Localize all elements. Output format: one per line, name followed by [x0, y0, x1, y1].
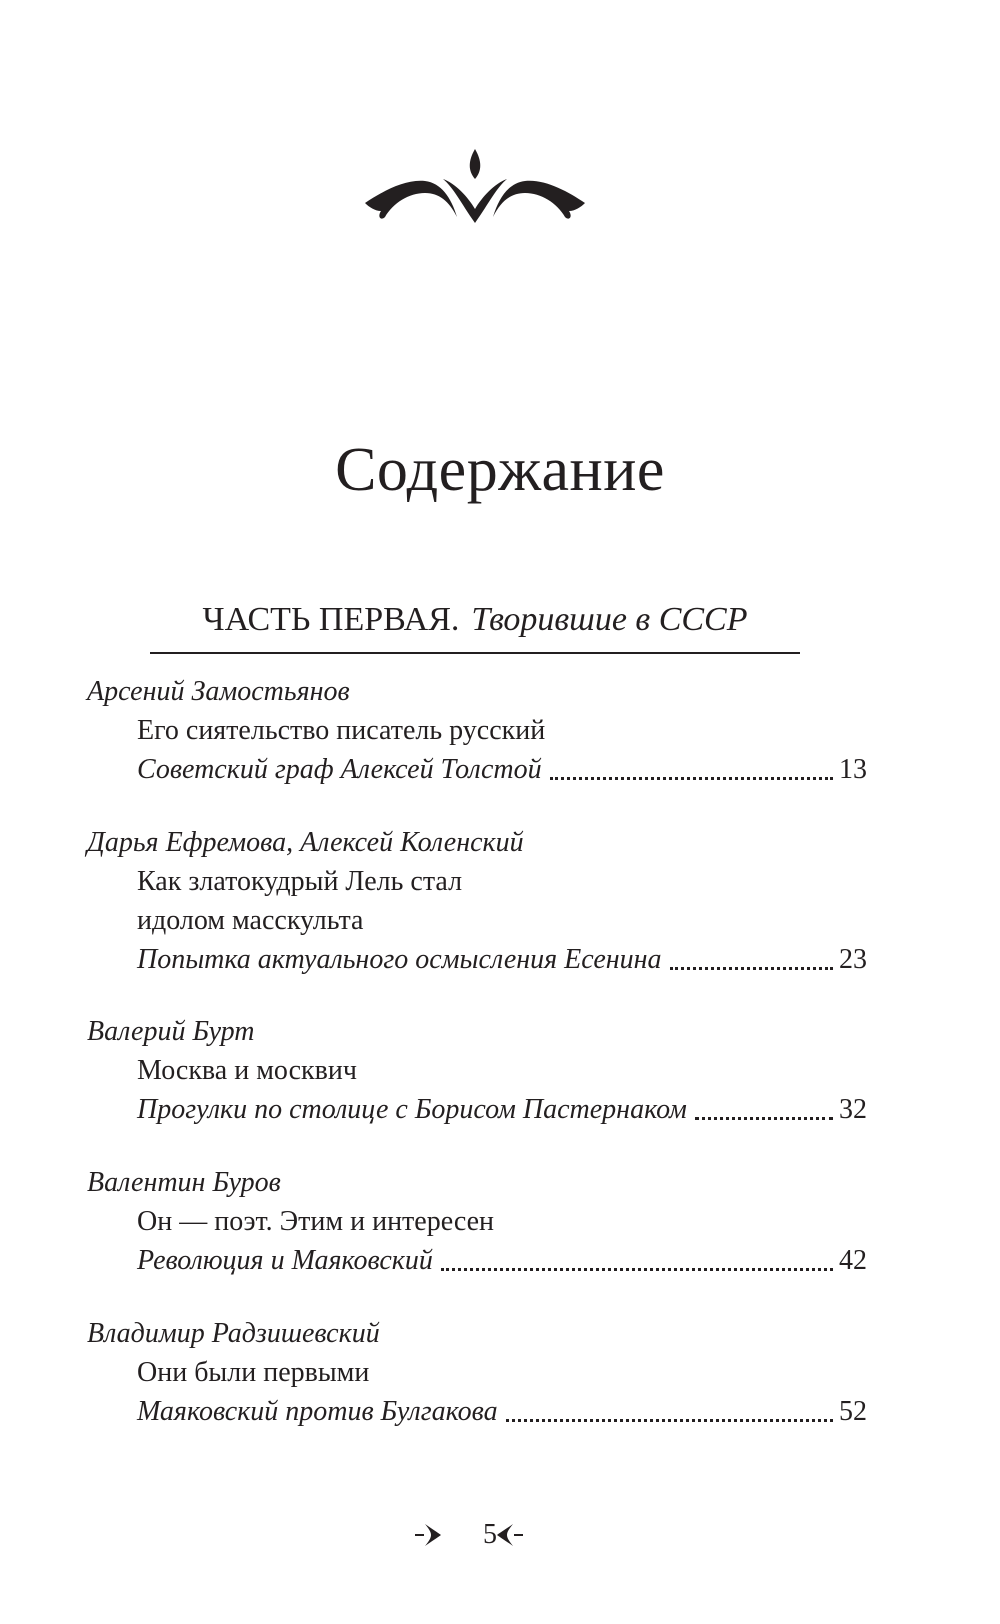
- dot-leader: [670, 940, 833, 970]
- page-title: Содержание: [335, 436, 665, 504]
- toc-entry[interactable]: [87, 1163, 867, 1280]
- part-divider: [150, 652, 800, 654]
- entry-title: Его сиятельство писатель русский: [137, 715, 546, 746]
- entry-title: Он — поэт. Этим и интересен: [137, 1206, 495, 1237]
- part-label: ЧАСТЬ ПЕРВАЯ.: [202, 601, 460, 638]
- entry-page-number: 23: [839, 944, 867, 975]
- entry-subtitle: Маяковский против Булгакова: [137, 1396, 498, 1427]
- entry-author: Валерий Бурт: [87, 1016, 255, 1047]
- entry-title-continued: идолом масскульта: [137, 905, 364, 936]
- entry-subtitle-row: [87, 1090, 867, 1129]
- entry-subtitle-row: [87, 940, 867, 979]
- dot-leader: [695, 1090, 833, 1120]
- page-footer: [0, 1515, 1000, 1555]
- entry-page-number: 52: [839, 1396, 867, 1427]
- entry-author: Арсений Замостьянов: [87, 676, 350, 707]
- dot-leader: [506, 1392, 833, 1422]
- page-number: 5: [483, 1519, 497, 1550]
- entry-subtitle: Революция и Маяковский: [137, 1245, 433, 1276]
- entry-subtitle: Прогулки по столице с Борисом Пастернаком: [137, 1094, 687, 1125]
- entry-title: Москва и москвич: [137, 1055, 357, 1086]
- entry-author: Владимир Радзишевский: [87, 1318, 380, 1349]
- entry-page-number: 32: [839, 1094, 867, 1125]
- entry-subtitle-row: [87, 1392, 867, 1431]
- toc-entry[interactable]: [87, 1012, 867, 1129]
- entry-page-number: 42: [839, 1245, 867, 1276]
- entry-author: Валентин Буров: [87, 1167, 281, 1198]
- scroll-ornament-icon: [365, 145, 585, 240]
- part-subtitle: Творившие в СССР: [471, 601, 748, 638]
- entry-subtitle-row: [87, 1241, 867, 1280]
- toc-entry[interactable]: [87, 672, 867, 789]
- entry-author: Дарья Ефремова, Алексей Коленский: [87, 827, 524, 858]
- entry-subtitle: Попытка актуального осмысления Есенина: [137, 944, 662, 975]
- arrow-left-ornament-icon: [495, 1523, 523, 1547]
- entry-title: Как златокудрый Лель стал: [137, 866, 463, 897]
- part-heading: [150, 595, 800, 645]
- entry-subtitle: Советский граф Алексей Толстой: [137, 754, 542, 785]
- toc-entry[interactable]: [87, 823, 867, 979]
- arrow-right-ornament-icon: [415, 1523, 443, 1547]
- entry-title: Они были первыми: [137, 1357, 370, 1388]
- dot-leader: [441, 1241, 833, 1271]
- entry-page-number: 13: [839, 754, 867, 785]
- entry-subtitle-row: [87, 750, 867, 789]
- toc-entry[interactable]: [87, 1314, 867, 1431]
- dot-leader: [550, 750, 833, 780]
